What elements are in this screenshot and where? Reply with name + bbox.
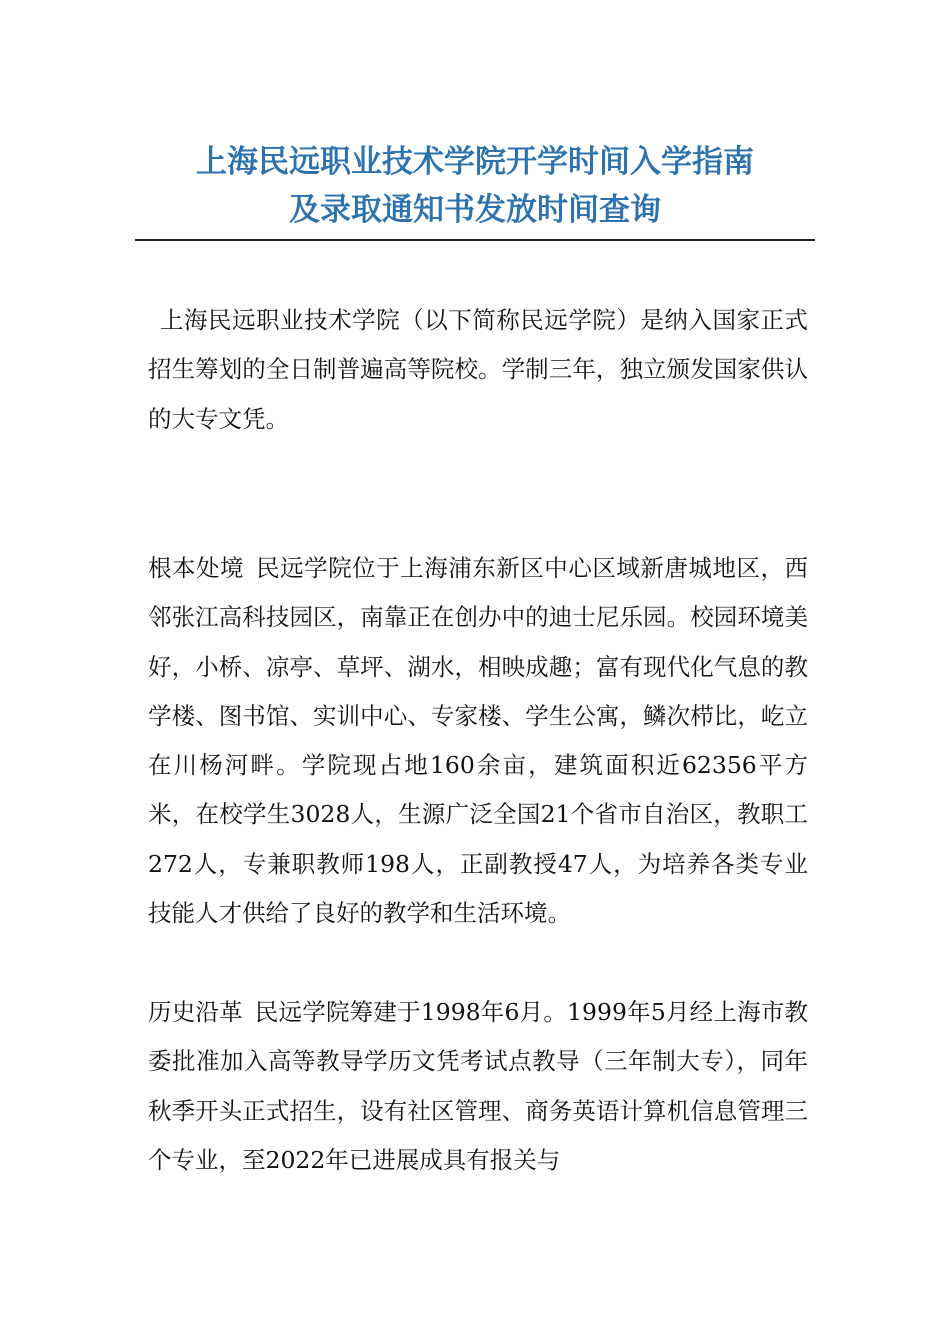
document-title-line-1: 上海民远职业技术学院开学时间入学指南 bbox=[196, 144, 754, 180]
environment-text: 民远学院位于上海浦东新区中心区域新唐城地区，西邻张江高科技园区，南靠正在创办中的迪士尼乐园。校园环境美好，小桥、凉亭、草坪、湖水，相映成趣；富有现代化气息的教学楼、图书馆、实训中心、专家楼、学生公寓，鳞次栉比，屹立在川杨河畔。学院现占地160余亩，建筑面积近62356平方米，在校学生3028人，生源广泛全国21个省市自治区，教职工272人，专兼职教师198人，正副教授47人，为培养各类专业技能人才供给了良好的教学和生活环境。 bbox=[148, 554, 809, 928]
environment-heading: 根本处境 bbox=[148, 554, 245, 582]
history-text: 民远学院筹建于1998年6月。1999年5月经上海市教委批准加入高等教导学历文凭考试点教导（三年制大专），同年秋季开头正式招生，设有社区管理、商务英语计算机信息管理三个专业，至2022年已进展成具有报关与 bbox=[148, 998, 809, 1174]
environment-paragraph bbox=[148, 544, 808, 938]
history-heading: 历史沿革 bbox=[148, 998, 243, 1026]
intro-paragraph: 上海民远职业技术学院（以下简称民远学院）是纳入国家正式招生筹划的全日制普遍高等院校。学制三年，独立颁发国家供认的大专文凭。 bbox=[148, 306, 808, 433]
document-title-line-2: 及录取通知书发放时间查询 bbox=[289, 192, 661, 228]
history-paragraph bbox=[148, 988, 808, 1185]
title-divider bbox=[135, 239, 815, 241]
